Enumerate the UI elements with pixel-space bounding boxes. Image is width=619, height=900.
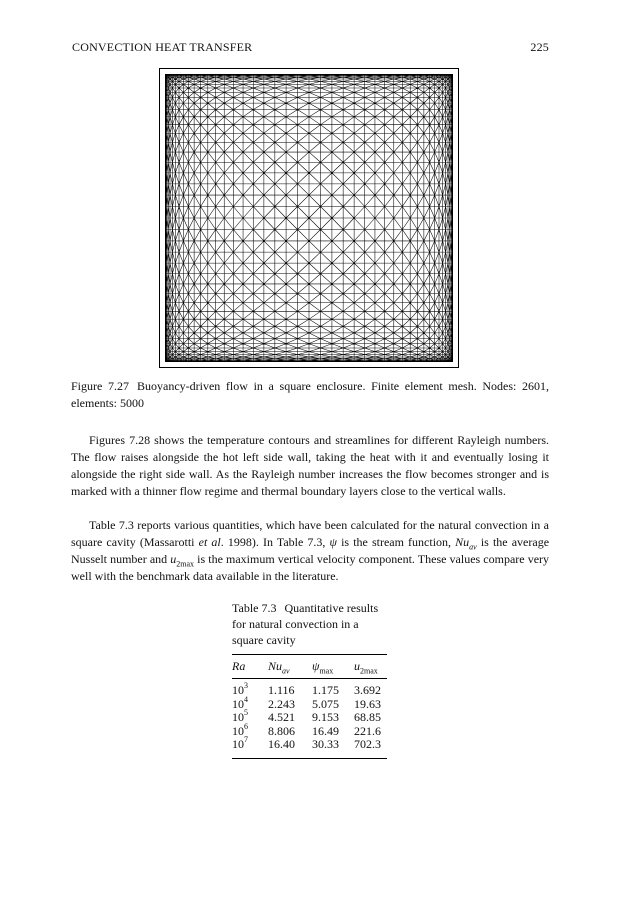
- page-number: 225: [530, 40, 549, 54]
- figure-caption-text: Buoyancy-driven flow in a square enclosure. Finite element mesh. Nodes: 2601, elements: 5000: [71, 379, 549, 410]
- col-nu: $Nu_{av}$: [268, 659, 290, 676]
- figure-label: Figure 7.27: [71, 379, 129, 393]
- table-row: $10^4$ 2.243 5.075 19.63: [232, 694, 381, 711]
- table-row: $10^7$ 16.40 30.33 702.3: [232, 735, 381, 751]
- table-label: Table 7.3: [232, 601, 277, 615]
- table-caption-text: Quantitative results for natural convection in a square cavity: [232, 601, 379, 647]
- table-caption: [232, 600, 387, 648]
- figure-caption: [71, 378, 549, 412]
- finite-element-mesh: [165, 74, 453, 362]
- table-header-row: [232, 655, 387, 678]
- mesh-figure: [159, 68, 459, 368]
- table-mid-rule: [232, 678, 387, 679]
- col-u: $u_{2max}$: [354, 659, 378, 676]
- paragraph-2: Table 7.3 reports various quantities, which have been calculated for the natural convection in a square cavity (Massarotti et al. 1998). In Table 7.3, ψ is the stream function, $Nu_{av}$ is the average Nusselt number and $u_{2max}$ is the maximum vertical velocity component. These values compare very well with the benchmark data available in the literature.: [71, 518, 550, 583]
- mesh-lines: [165, 74, 453, 362]
- table-bottom-rule: [232, 758, 387, 759]
- table-row: $10^6$ 8.806 16.49 221.6: [232, 721, 381, 738]
- col-ra: Ra: [232, 659, 246, 673]
- paragraph-1: Figures 7.28 shows the temperature contours and streamlines for different Rayleigh numbers. The flow raises alongside the hot left side wall, taking the heat with it and eventually losing it alongside the right side wall. As the Rayleigh number increases the flow becomes stronger and is marked with a thinner flow regime and thermal boundary layers close to the vertical walls.: [71, 433, 549, 498]
- running-title: CONVECTION HEAT TRANSFER: [72, 40, 253, 54]
- table-row: $10^3$ 1.116 1.175 3.692: [232, 681, 381, 697]
- table-row: $10^5$ 4.521 9.153 68.85: [232, 708, 381, 724]
- col-psi: $\psi_{max}$: [312, 659, 334, 676]
- results-table: [232, 600, 387, 759]
